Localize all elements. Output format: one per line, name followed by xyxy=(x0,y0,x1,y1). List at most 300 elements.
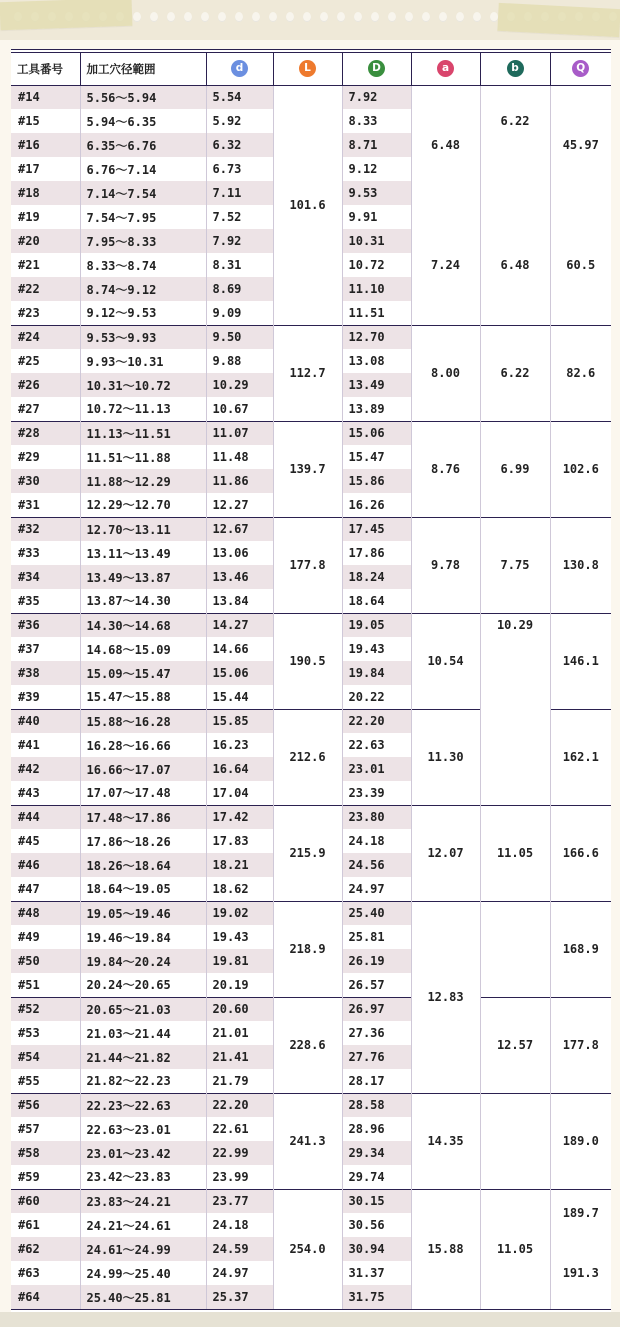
table-row xyxy=(11,325,611,349)
tool-number-cell: #31 xyxy=(11,493,80,517)
hole-range-cell: 20.24〜20.65 xyxy=(80,973,206,997)
d-cell: 24.59 xyxy=(206,1237,273,1261)
d-cell: 15.06 xyxy=(206,661,273,685)
q-cell: 166.6 xyxy=(550,805,611,901)
d-cell: 24.18 xyxy=(206,1213,273,1237)
table-row xyxy=(11,1093,611,1117)
q-cell: 45.97 xyxy=(550,85,611,205)
hole-range-cell: 18.64〜19.05 xyxy=(80,877,206,901)
d-cell: 22.61 xyxy=(206,1117,273,1141)
tool-number-cell: #53 xyxy=(11,1021,80,1045)
hole-range-cell: 8.74〜9.12 xyxy=(80,277,206,301)
tool-number-cell: #56 xyxy=(11,1093,80,1117)
hole-range-cell: 12.29〜12.70 xyxy=(80,493,206,517)
d-cell: 17.83 xyxy=(206,829,273,853)
b-cell: 12.57 xyxy=(480,997,550,1093)
hole-range-cell: 23.42〜23.83 xyxy=(80,1165,206,1189)
decorative-bead xyxy=(235,12,243,22)
table-row xyxy=(11,997,611,1021)
big-d-cell: 30.94 xyxy=(342,1237,411,1261)
hole-range-cell: 19.84〜20.24 xyxy=(80,949,206,973)
table-body xyxy=(11,85,611,1309)
a-cell: 8.00 xyxy=(411,325,480,421)
hole-range-cell: 13.49〜13.87 xyxy=(80,565,206,589)
tool-number-cell: #52 xyxy=(11,997,80,1021)
q-cell: 82.6 xyxy=(550,325,611,421)
table-header-row xyxy=(11,53,611,85)
header-tool-number: 工具番号 xyxy=(11,53,80,85)
hole-range-cell: 21.03〜21.44 xyxy=(80,1021,206,1045)
decorative-bead xyxy=(405,12,413,22)
hole-range-cell: 22.63〜23.01 xyxy=(80,1117,206,1141)
big-d-cell: 25.81 xyxy=(342,925,411,949)
tool-number-cell: #28 xyxy=(11,421,80,445)
b-cell: 6.22 xyxy=(480,85,550,157)
big-d-cell: 17.86 xyxy=(342,541,411,565)
hole-range-cell: 9.93〜10.31 xyxy=(80,349,206,373)
tool-number-cell: #38 xyxy=(11,661,80,685)
big-d-cell: 27.76 xyxy=(342,1045,411,1069)
q-cell: 60.5 xyxy=(550,205,611,325)
tool-number-cell: #49 xyxy=(11,925,80,949)
header-q xyxy=(550,53,611,85)
d-cell: 22.20 xyxy=(206,1093,273,1117)
hole-range-cell: 18.26〜18.64 xyxy=(80,853,206,877)
big-d-cell: 31.75 xyxy=(342,1285,411,1309)
big-d-cell: 9.91 xyxy=(342,205,411,229)
decorative-bead xyxy=(184,12,192,22)
d-cell: 20.19 xyxy=(206,973,273,997)
hole-range-cell: 15.09〜15.47 xyxy=(80,661,206,685)
d-badge-icon: d xyxy=(231,60,248,77)
d-cell: 13.06 xyxy=(206,541,273,565)
big-d-cell: 24.18 xyxy=(342,829,411,853)
decorative-bead xyxy=(167,12,175,22)
decorative-bead xyxy=(456,12,464,22)
b-cell xyxy=(480,637,550,805)
big-d-cell: 30.15 xyxy=(342,1189,411,1213)
hole-range-cell: 14.30〜14.68 xyxy=(80,613,206,637)
d-cell: 8.69 xyxy=(206,277,273,301)
decorative-bead xyxy=(218,12,226,22)
decorative-bottom-edge xyxy=(0,1312,620,1327)
big-d-cell: 26.97 xyxy=(342,997,411,1021)
big-d-cell: 8.33 xyxy=(342,109,411,133)
hole-range-cell: 15.88〜16.28 xyxy=(80,709,206,733)
hole-range-cell: 11.88〜12.29 xyxy=(80,469,206,493)
decorative-bead xyxy=(269,12,277,22)
tool-number-cell: #20 xyxy=(11,229,80,253)
header-l xyxy=(273,53,342,85)
decorative-bead xyxy=(473,12,481,22)
hole-range-cell: 20.65〜21.03 xyxy=(80,997,206,1021)
d-cell: 9.88 xyxy=(206,349,273,373)
big-d-cell: 10.72 xyxy=(342,253,411,277)
hole-range-cell: 9.12〜9.53 xyxy=(80,301,206,325)
hole-range-cell: 7.95〜8.33 xyxy=(80,229,206,253)
b-badge-icon: b xyxy=(507,60,524,77)
d-cell: 5.92 xyxy=(206,109,273,133)
table-row xyxy=(11,613,611,637)
tool-number-cell: #17 xyxy=(11,157,80,181)
a-cell: 7.24 xyxy=(411,205,480,325)
hole-range-cell: 10.31〜10.72 xyxy=(80,373,206,397)
masking-tape-left xyxy=(0,0,132,30)
big-d-cell: 9.12 xyxy=(342,157,411,181)
d-cell: 18.21 xyxy=(206,853,273,877)
d-cell: 10.29 xyxy=(206,373,273,397)
tool-number-cell: #62 xyxy=(11,1237,80,1261)
tool-number-cell: #43 xyxy=(11,781,80,805)
d-cell: 18.62 xyxy=(206,877,273,901)
tool-number-cell: #22 xyxy=(11,277,80,301)
big-d-badge-icon: D xyxy=(368,60,385,77)
l-cell: 101.6 xyxy=(273,85,342,325)
q-cell: 162.1 xyxy=(550,709,611,805)
decorative-bead xyxy=(201,12,209,22)
decorative-bead xyxy=(150,12,158,22)
hole-range-cell: 14.68〜15.09 xyxy=(80,637,206,661)
hole-range-cell: 24.99〜25.40 xyxy=(80,1261,206,1285)
big-d-cell: 22.20 xyxy=(342,709,411,733)
tool-number-cell: #21 xyxy=(11,253,80,277)
d-cell: 9.09 xyxy=(206,301,273,325)
l-badge-icon: L xyxy=(299,60,316,77)
big-d-cell: 26.57 xyxy=(342,973,411,997)
tool-number-cell: #61 xyxy=(11,1213,80,1237)
tool-number-cell: #37 xyxy=(11,637,80,661)
b-cell: 11.05 xyxy=(480,1189,550,1309)
header-big-d xyxy=(342,53,411,85)
big-d-cell: 31.37 xyxy=(342,1261,411,1285)
q-cell: 130.8 xyxy=(550,517,611,613)
header-a xyxy=(411,53,480,85)
b-cell xyxy=(480,181,550,205)
d-cell: 19.81 xyxy=(206,949,273,973)
l-cell: 177.8 xyxy=(273,517,342,613)
l-cell: 254.0 xyxy=(273,1189,342,1309)
header-hole-range: 加工穴径範囲 xyxy=(80,53,206,85)
hole-range-cell: 22.23〜22.63 xyxy=(80,1093,206,1117)
l-cell: 228.6 xyxy=(273,997,342,1093)
decorative-bead xyxy=(422,12,430,22)
tool-number-cell: #23 xyxy=(11,301,80,325)
table-row xyxy=(11,901,611,925)
hole-range-cell: 23.83〜24.21 xyxy=(80,1189,206,1213)
d-cell: 25.37 xyxy=(206,1285,273,1309)
q-cell: 168.9 xyxy=(550,901,611,997)
tool-number-cell: #59 xyxy=(11,1165,80,1189)
big-d-cell: 13.89 xyxy=(342,397,411,421)
l-cell: 212.6 xyxy=(273,709,342,805)
big-d-cell: 23.80 xyxy=(342,805,411,829)
d-cell: 11.48 xyxy=(206,445,273,469)
big-d-cell: 11.10 xyxy=(342,277,411,301)
d-cell: 14.66 xyxy=(206,637,273,661)
d-cell: 10.67 xyxy=(206,397,273,421)
hole-range-cell: 25.40〜25.81 xyxy=(80,1285,206,1309)
d-cell: 20.60 xyxy=(206,997,273,1021)
big-d-cell: 18.64 xyxy=(342,589,411,613)
d-cell: 17.42 xyxy=(206,805,273,829)
b-cell: 10.29 xyxy=(480,613,550,637)
b-cell: 6.48 xyxy=(480,205,550,325)
tool-number-cell: #14 xyxy=(11,85,80,109)
a-cell: 12.83 xyxy=(411,901,480,1093)
d-cell: 15.85 xyxy=(206,709,273,733)
d-cell: 23.77 xyxy=(206,1189,273,1213)
decorative-bead xyxy=(354,12,362,22)
tool-number-cell: #19 xyxy=(11,205,80,229)
hole-range-cell: 10.72〜11.13 xyxy=(80,397,206,421)
a-cell: 11.30 xyxy=(411,709,480,805)
tool-number-cell: #16 xyxy=(11,133,80,157)
hole-range-cell: 11.51〜11.88 xyxy=(80,445,206,469)
hole-range-cell: 24.61〜24.99 xyxy=(80,1237,206,1261)
d-cell: 19.02 xyxy=(206,901,273,925)
d-cell: 12.27 xyxy=(206,493,273,517)
a-cell: 15.88 xyxy=(411,1189,480,1309)
d-cell: 23.99 xyxy=(206,1165,273,1189)
d-cell: 13.46 xyxy=(206,565,273,589)
hole-range-cell: 17.86〜18.26 xyxy=(80,829,206,853)
tool-number-cell: #32 xyxy=(11,517,80,541)
masking-tape-right xyxy=(497,3,620,37)
tool-number-cell: #55 xyxy=(11,1069,80,1093)
big-d-cell: 28.96 xyxy=(342,1117,411,1141)
b-cell xyxy=(480,157,550,181)
d-cell: 21.79 xyxy=(206,1069,273,1093)
d-cell: 6.32 xyxy=(206,133,273,157)
d-cell: 7.92 xyxy=(206,229,273,253)
big-d-cell: 30.56 xyxy=(342,1213,411,1237)
l-cell: 112.7 xyxy=(273,325,342,421)
d-cell: 11.07 xyxy=(206,421,273,445)
b-cell: 6.99 xyxy=(480,421,550,517)
big-d-cell: 10.31 xyxy=(342,229,411,253)
big-d-cell: 28.17 xyxy=(342,1069,411,1093)
hole-range-cell: 9.53〜9.93 xyxy=(80,325,206,349)
big-d-cell: 18.24 xyxy=(342,565,411,589)
tool-number-cell: #54 xyxy=(11,1045,80,1069)
hole-range-cell: 5.56〜5.94 xyxy=(80,85,206,109)
hole-range-cell: 11.13〜11.51 xyxy=(80,421,206,445)
d-cell: 21.41 xyxy=(206,1045,273,1069)
tool-number-cell: #35 xyxy=(11,589,80,613)
header-d xyxy=(206,53,273,85)
b-cell: 6.22 xyxy=(480,325,550,421)
hole-range-cell: 21.82〜22.23 xyxy=(80,1069,206,1093)
tool-number-cell: #26 xyxy=(11,373,80,397)
hole-range-cell: 12.70〜13.11 xyxy=(80,517,206,541)
tool-number-cell: #46 xyxy=(11,853,80,877)
big-d-cell: 17.45 xyxy=(342,517,411,541)
tool-number-cell: #18 xyxy=(11,181,80,205)
big-d-cell: 24.56 xyxy=(342,853,411,877)
header-b xyxy=(480,53,550,85)
tool-number-cell: #42 xyxy=(11,757,80,781)
big-d-cell: 28.58 xyxy=(342,1093,411,1117)
l-cell: 218.9 xyxy=(273,901,342,997)
tool-number-cell: #30 xyxy=(11,469,80,493)
tool-number-cell: #33 xyxy=(11,541,80,565)
tool-number-cell: #24 xyxy=(11,325,80,349)
a-cell: 9.78 xyxy=(411,517,480,613)
decorative-bead xyxy=(303,12,311,22)
hole-range-cell: 19.46〜19.84 xyxy=(80,925,206,949)
d-cell: 22.99 xyxy=(206,1141,273,1165)
tool-number-cell: #15 xyxy=(11,109,80,133)
tool-number-cell: #36 xyxy=(11,613,80,637)
l-cell: 190.5 xyxy=(273,613,342,709)
tool-spec-sheet xyxy=(11,49,611,1313)
hole-range-cell: 16.66〜17.07 xyxy=(80,757,206,781)
a-badge-icon: a xyxy=(437,60,454,77)
hole-range-cell: 17.07〜17.48 xyxy=(80,781,206,805)
big-d-cell: 29.74 xyxy=(342,1165,411,1189)
l-cell: 215.9 xyxy=(273,805,342,901)
decorative-bead xyxy=(371,12,379,22)
d-cell: 9.50 xyxy=(206,325,273,349)
tool-number-cell: #64 xyxy=(11,1285,80,1309)
d-cell: 14.27 xyxy=(206,613,273,637)
big-d-cell: 24.97 xyxy=(342,877,411,901)
big-d-cell: 26.19 xyxy=(342,949,411,973)
d-cell: 6.73 xyxy=(206,157,273,181)
q-cell: 189.7 xyxy=(550,1189,611,1237)
q-cell: 102.6 xyxy=(550,421,611,517)
decorative-bead xyxy=(320,12,328,22)
table-row xyxy=(11,421,611,445)
q-cell: 191.3 xyxy=(550,1237,611,1309)
hole-range-cell: 13.11〜13.49 xyxy=(80,541,206,565)
d-cell: 5.54 xyxy=(206,85,273,109)
tool-number-cell: #44 xyxy=(11,805,80,829)
big-d-cell: 12.70 xyxy=(342,325,411,349)
big-d-cell: 15.06 xyxy=(342,421,411,445)
decorative-bead xyxy=(388,12,396,22)
tool-number-cell: #47 xyxy=(11,877,80,901)
d-cell: 15.44 xyxy=(206,685,273,709)
d-cell: 19.43 xyxy=(206,925,273,949)
d-cell: 17.04 xyxy=(206,781,273,805)
hole-range-cell: 19.05〜19.46 xyxy=(80,901,206,925)
big-d-cell: 13.49 xyxy=(342,373,411,397)
hole-range-cell: 6.76〜7.14 xyxy=(80,157,206,181)
b-cell xyxy=(480,1093,550,1189)
decorative-bead xyxy=(490,12,498,22)
decorative-bead xyxy=(133,12,141,22)
d-cell: 21.01 xyxy=(206,1021,273,1045)
big-d-cell: 25.40 xyxy=(342,901,411,925)
table-row xyxy=(11,517,611,541)
big-d-cell: 15.86 xyxy=(342,469,411,493)
big-d-cell: 19.05 xyxy=(342,613,411,637)
tool-number-cell: #45 xyxy=(11,829,80,853)
d-cell: 16.64 xyxy=(206,757,273,781)
tool-spec-table xyxy=(11,53,611,1309)
a-cell: 14.35 xyxy=(411,1093,480,1189)
d-cell: 16.23 xyxy=(206,733,273,757)
hole-range-cell: 17.48〜17.86 xyxy=(80,805,206,829)
big-d-cell: 23.01 xyxy=(342,757,411,781)
hole-range-cell: 7.14〜7.54 xyxy=(80,181,206,205)
tool-number-cell: #34 xyxy=(11,565,80,589)
d-cell: 8.31 xyxy=(206,253,273,277)
decorative-bead xyxy=(439,12,447,22)
tool-number-cell: #39 xyxy=(11,685,80,709)
tool-number-cell: #51 xyxy=(11,973,80,997)
big-d-cell: 19.84 xyxy=(342,661,411,685)
hole-range-cell: 5.94〜6.35 xyxy=(80,109,206,133)
big-d-cell: 23.39 xyxy=(342,781,411,805)
tool-number-cell: #41 xyxy=(11,733,80,757)
tool-number-cell: #29 xyxy=(11,445,80,469)
tool-number-cell: #25 xyxy=(11,349,80,373)
q-cell: 146.1 xyxy=(550,613,611,709)
d-cell: 24.97 xyxy=(206,1261,273,1285)
a-cell: 10.54 xyxy=(411,613,480,709)
big-d-cell: 7.92 xyxy=(342,85,411,109)
big-d-cell: 29.34 xyxy=(342,1141,411,1165)
hole-range-cell: 6.35〜6.76 xyxy=(80,133,206,157)
table-row xyxy=(11,805,611,829)
tool-number-cell: #60 xyxy=(11,1189,80,1213)
hole-range-cell: 8.33〜8.74 xyxy=(80,253,206,277)
big-d-cell: 16.26 xyxy=(342,493,411,517)
big-d-cell: 20.22 xyxy=(342,685,411,709)
big-d-cell: 22.63 xyxy=(342,733,411,757)
big-d-cell: 8.71 xyxy=(342,133,411,157)
big-d-cell: 13.08 xyxy=(342,349,411,373)
hole-range-cell: 24.21〜24.61 xyxy=(80,1213,206,1237)
b-cell xyxy=(480,901,550,997)
tool-number-cell: #58 xyxy=(11,1141,80,1165)
l-cell: 241.3 xyxy=(273,1093,342,1189)
big-d-cell: 15.47 xyxy=(342,445,411,469)
q-cell: 177.8 xyxy=(550,997,611,1093)
tool-number-cell: #40 xyxy=(11,709,80,733)
q-cell: 189.0 xyxy=(550,1093,611,1189)
big-d-cell: 27.36 xyxy=(342,1021,411,1045)
a-cell: 6.48 xyxy=(411,85,480,205)
hole-range-cell: 21.44〜21.82 xyxy=(80,1045,206,1069)
d-cell: 12.67 xyxy=(206,517,273,541)
tool-number-cell: #48 xyxy=(11,901,80,925)
hole-range-cell: 16.28〜16.66 xyxy=(80,733,206,757)
big-d-cell: 9.53 xyxy=(342,181,411,205)
big-d-cell: 11.51 xyxy=(342,301,411,325)
a-cell: 8.76 xyxy=(411,421,480,517)
decorative-bead xyxy=(286,12,294,22)
hole-range-cell: 23.01〜23.42 xyxy=(80,1141,206,1165)
d-cell: 13.84 xyxy=(206,589,273,613)
d-cell: 11.86 xyxy=(206,469,273,493)
tool-number-cell: #27 xyxy=(11,397,80,421)
l-cell: 139.7 xyxy=(273,421,342,517)
tool-number-cell: #63 xyxy=(11,1261,80,1285)
b-cell: 7.75 xyxy=(480,517,550,613)
table-row xyxy=(11,85,611,109)
big-d-cell: 19.43 xyxy=(342,637,411,661)
hole-range-cell: 15.47〜15.88 xyxy=(80,685,206,709)
hole-range-cell: 13.87〜14.30 xyxy=(80,589,206,613)
hole-range-cell: 7.54〜7.95 xyxy=(80,205,206,229)
d-cell: 7.52 xyxy=(206,205,273,229)
a-cell: 12.07 xyxy=(411,805,480,901)
decorative-bead xyxy=(252,12,260,22)
tool-number-cell: #57 xyxy=(11,1117,80,1141)
